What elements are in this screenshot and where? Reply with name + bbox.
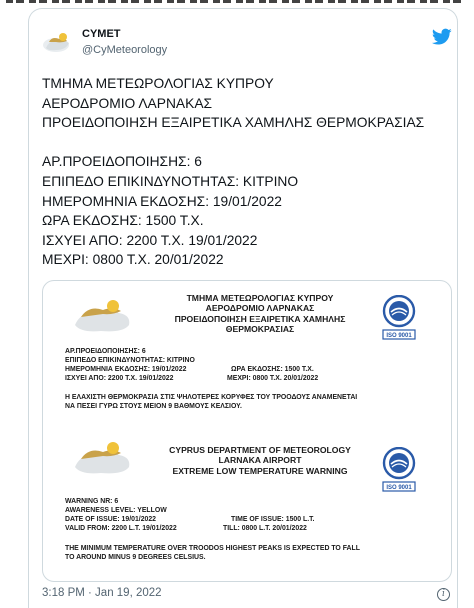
english-statement-line: TO AROUND MINUS 9 DEGREES CELSIUS. — [65, 554, 206, 561]
warning-document-image[interactable] — [42, 280, 452, 582]
greek-valid-from: ΙΣΧΥΕΙ ΑΠΟ: 2200 Τ.Χ. 19/01/2022 — [65, 375, 174, 382]
tweet-line: ΙΣΧΥΕΙ ΑΠΟ: 2200 Τ.Χ. 19/01/2022 — [42, 232, 258, 248]
tweet-line: ΩΡΑ ΕΚΔΟΣΗΣ: 1500 Τ.Χ. — [42, 213, 204, 229]
greek-title-line: ΤΜΗΜΑ ΜΕΤΕΩΡΟΛΟΓΙΑΣ ΚΥΠΡΟΥ — [186, 293, 334, 303]
tweet-line: ΜΕΧΡΙ: 0800 Τ.Χ. 20/01/2022 — [42, 252, 224, 268]
english-valid-from: VALID FROM: 2200 L.T. 19/01/2022 — [65, 525, 177, 532]
tweet-line: ΕΠΙΠΕΔΟ ΕΠΙΚΙΝΔΥΝΟΤΗΤΑΣ: ΚΙΤΡΙΝΟ — [42, 173, 299, 189]
tweet-line: ΤΜΗΜΑ ΜΕΤΕΩΡΟΛΟΓΙΑΣ ΚΥΠΡΟΥ — [42, 76, 274, 91]
greek-level: ΕΠΙΠΕΔΟ ΕΠΙΚΙΝΔΥΝΟΤΗΤΑΣ: ΚΙΤΡΙΝΟ — [65, 357, 195, 364]
english-statement-line: THE MINIMUM TEMPERATURE OVER TROODOS HIGHEST PEAKS IS EXPECTED TO FALL — [65, 545, 360, 552]
tweet-timestamp[interactable]: 3:18 PM · Jan 19, 2022 — [42, 587, 162, 599]
greek-statement-line: ΝΑ ΠΕΣΕΙ ΓΥΡΩ ΣΤΟΥΣ ΜΕΙΟΝ 9 ΒΑΘΜΟΥΣ ΚΕΛΣΙΟΥ. — [65, 403, 242, 410]
info-icon[interactable]: i — [437, 588, 450, 601]
cymet-avatar-icon[interactable] — [42, 28, 72, 58]
greek-statement-line: Η ΕΛΑΧΙΣΤΗ ΘΕΡΜΟΚΡΑΣΙΑ ΣΤΙΣ ΨΗΛΟΤΕΡΕΣ ΚΟΡΥΦΕΣ ΤΟΥ ΤΡΟΟΔΟΥΣ ΑΝΑΜΕΝΕΤΑΙ — [65, 394, 358, 401]
iso-seal-label: ISO 9001 — [386, 333, 412, 339]
tweet-header — [42, 26, 452, 62]
iso-seal-label: ISO 9001 — [386, 485, 412, 491]
tweet-text — [42, 74, 452, 270]
twitter-bird-icon — [432, 28, 452, 46]
tweet-line: ΑΡ.ΠΡΟΕΙΔΟΠΟΙΗΣΗΣ: 6 — [42, 154, 202, 170]
english-warning-nr: WARNING NR: 6 — [65, 498, 119, 505]
english-issue-time: TIME OF ISSUE: 1500 L.T. — [231, 516, 315, 523]
greek-issue-time: ΩΡΑ ΕΚΔΟΣΗΣ: 1500 Τ.Χ. — [231, 366, 314, 373]
tweet-line: ΑΕΡΟΔΡΟΜΙΟ ΛΑΡΝΑΚΑΣ — [42, 95, 213, 111]
greek-valid-till: ΜΕΧΡΙ: 0800 Τ.Χ. 20/01/2022 — [227, 375, 319, 382]
english-title — [155, 445, 365, 476]
greek-title-line: ΠΡΟΕΙΔΟΠΟΙΗΣΗ ΕΞΑΙΡΕΤΙΚΑ ΧΑΜΗΛΗΣ — [174, 313, 346, 324]
cyprus-weather-logo-icon — [71, 297, 133, 337]
greek-warning-nr: ΑΡ.ΠΡΟΕΙΔΟΠΟΙΗΣΗΣ: 6 — [65, 348, 146, 355]
tweet-line-blank — [42, 133, 452, 153]
previous-tweet-text-fragment — [0, 0, 474, 8]
iso-seal-icon — [381, 447, 417, 493]
greek-title — [155, 293, 365, 335]
english-level: AWARENESS LEVEL: YELLOW — [65, 507, 167, 514]
greek-title-line: ΑΕΡΟΔΡΟΜΙΟ ΛΑΡΝΑΚΑΣ — [205, 303, 315, 314]
greek-title-line: ΘΕΡΜΟΚΡΑΣΙΑΣ — [225, 324, 295, 335]
iso-seal-icon — [381, 295, 417, 341]
greek-issue-date: ΗΜΕΡΟΜΗΝΙΑ ΕΚΔΟΣΗΣ: 19/01/2022 — [65, 366, 187, 373]
tweet-line: ΗΜΕΡΟΜΗΝΙΑ ΕΚΔΟΣΗΣ: 19/01/2022 — [42, 193, 282, 209]
tweet-line: ΠΡΟΕΙΔΟΠΟΙΗΣΗ ΕΞΑΙΡΕΤΙΚΑ ΧΑΜΗΛΗΣ ΘΕΡΜΟΚΡΑΣΙΑΣ — [42, 115, 425, 131]
english-valid-till: TILL: 0800 L.T. 20/01/2022 — [223, 525, 307, 532]
english-title-line: LARNAKA AIRPORT — [218, 455, 302, 466]
warning-document — [51, 287, 443, 577]
cyprus-weather-logo-icon — [71, 439, 133, 479]
account-handle[interactable]: @CyMeteorology — [82, 44, 168, 56]
account-name[interactable]: CYMET — [82, 28, 121, 40]
english-issue-date: DATE OF ISSUE: 19/01/2022 — [65, 516, 157, 523]
english-title-line: EXTREME LOW TEMPERATURE WARNING — [172, 465, 348, 476]
english-title-line: CYPRUS DEPARTMENT OF METEOROLOGY — [169, 445, 351, 455]
